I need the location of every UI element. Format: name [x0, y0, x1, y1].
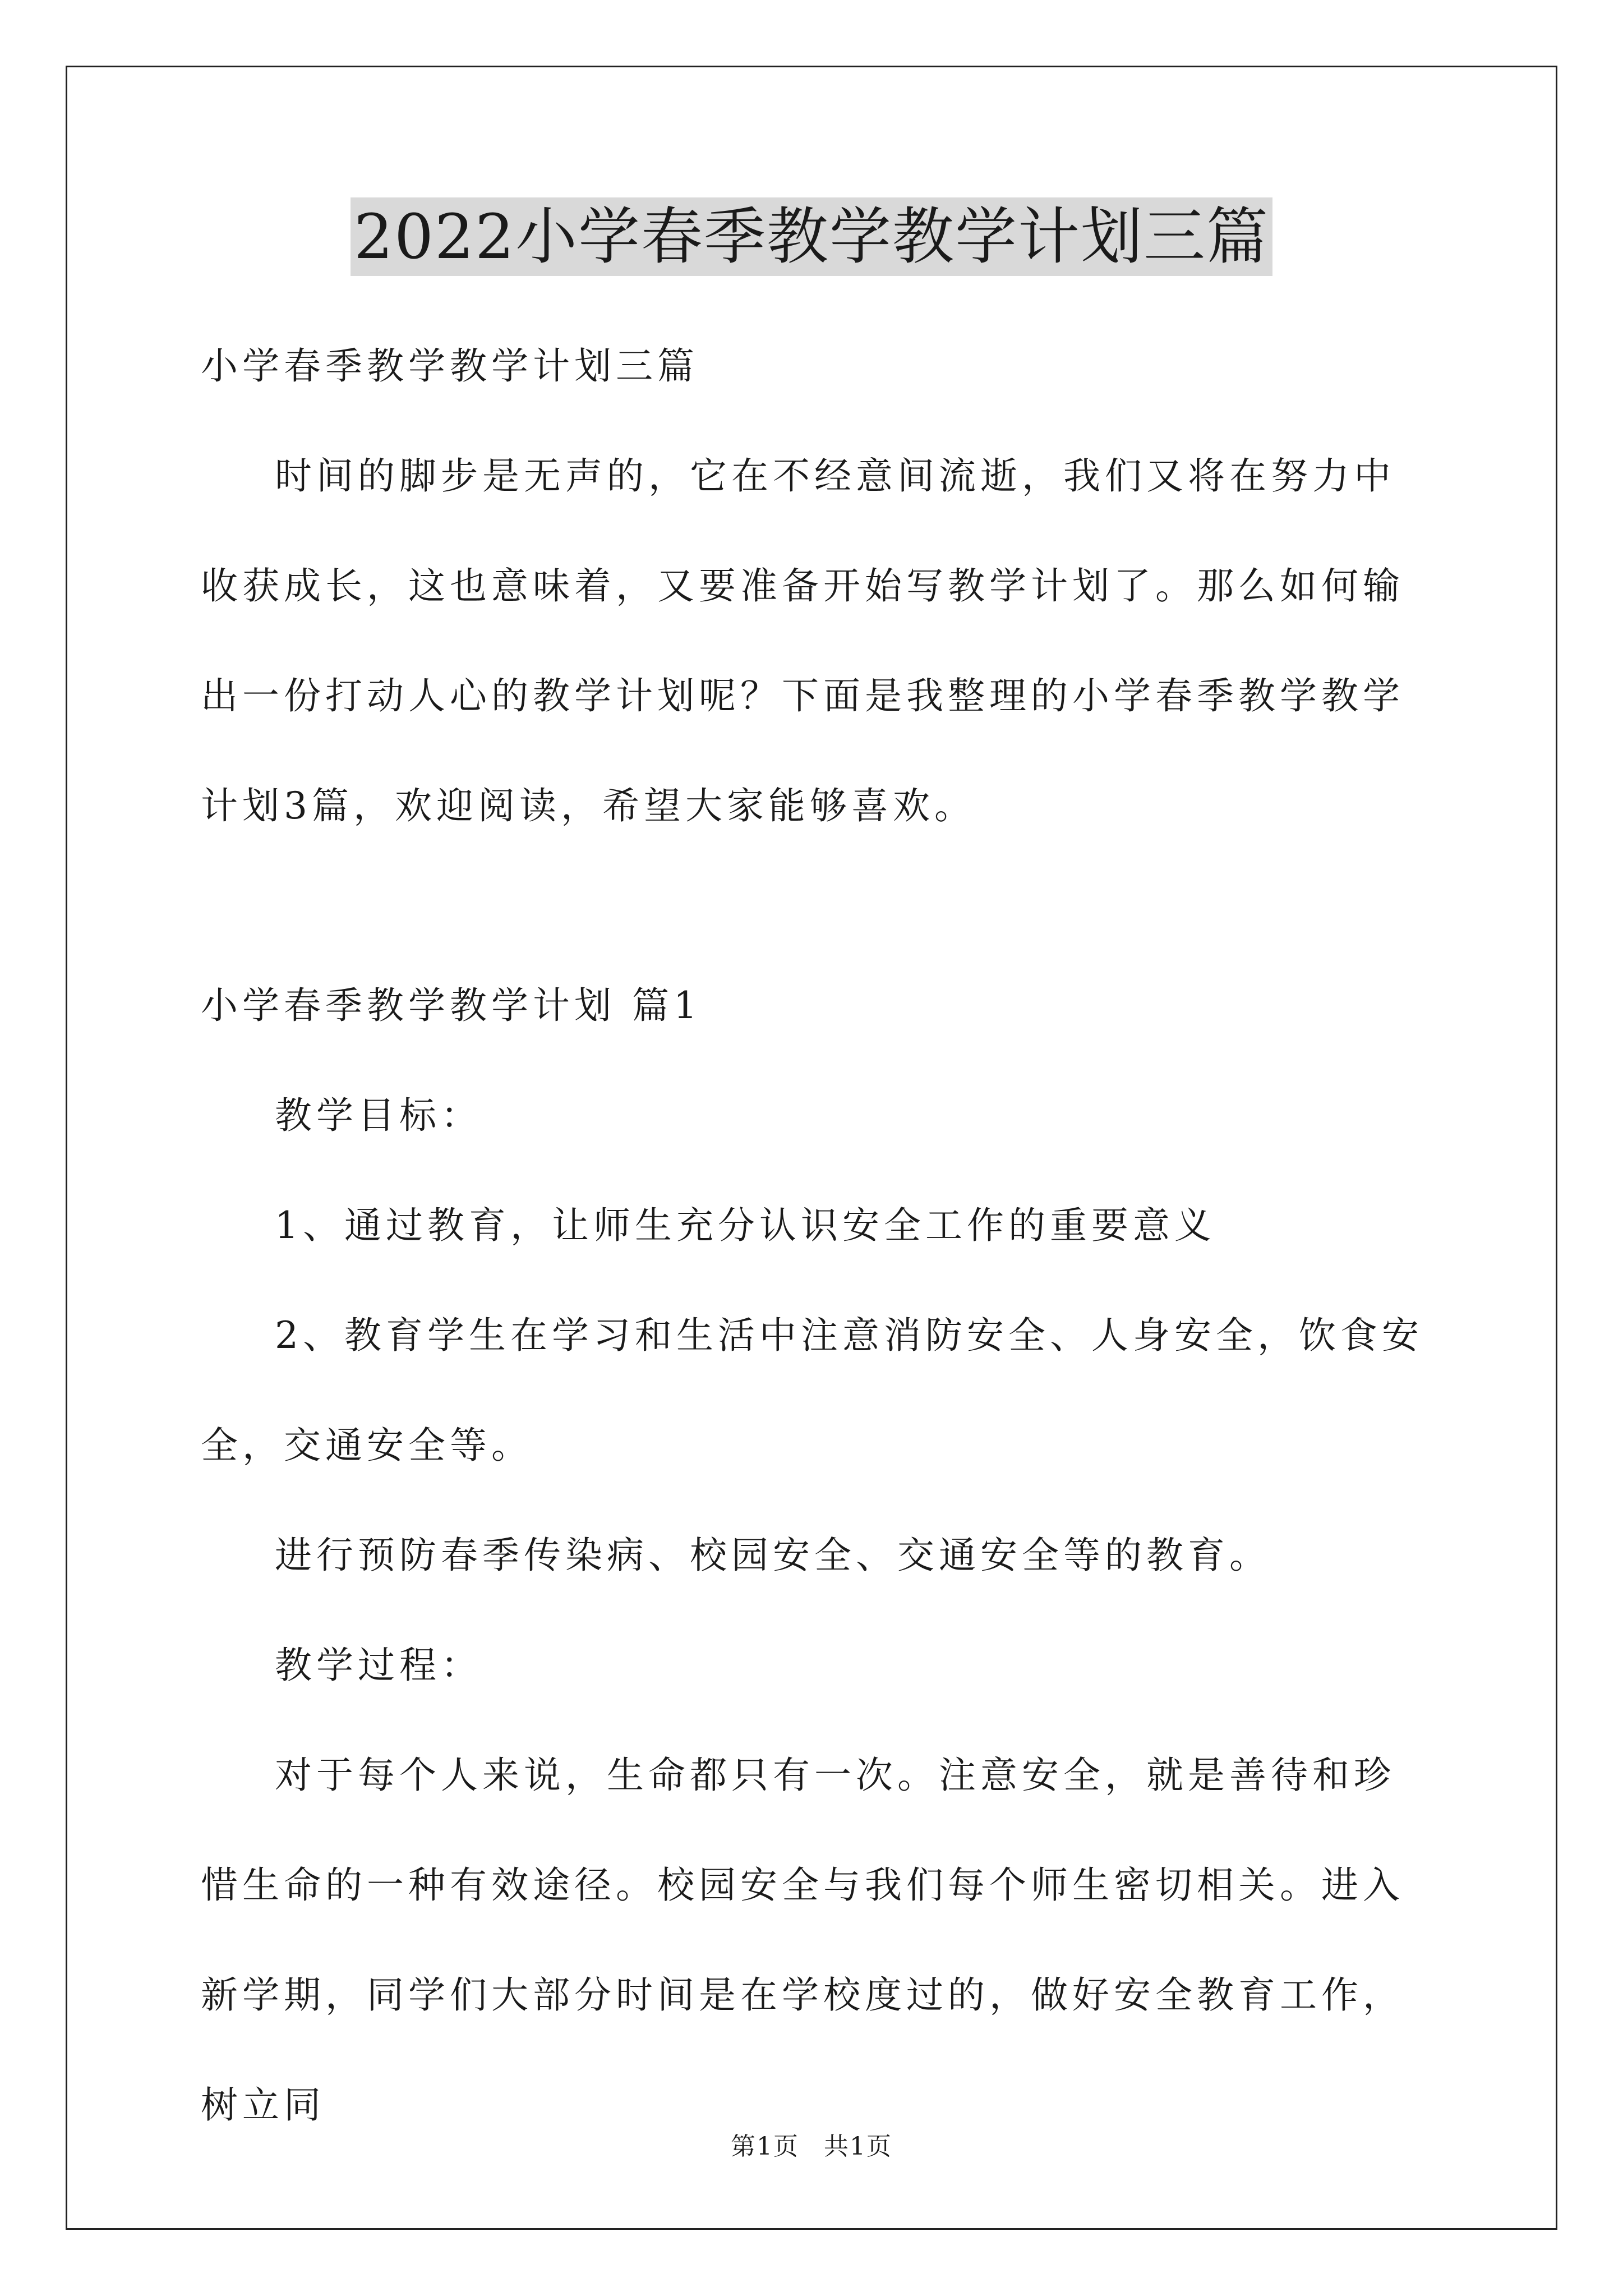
paragraph: 进行预防春季传染病、校园安全、交通安全等的教育。	[275, 1534, 1271, 1577]
intro-paragraph: 时间的脚步是无声的，它在不经意间流逝，我们又将在努力中收获成长，这也意味着，又要准备开始写教学计划了。那么如何输出一份打动人心的教学计划呢？下面是我整理的小学春季教学教学计划3篇，欢迎阅读，希望大家能够喜欢。	[201, 454, 1404, 827]
section-heading: 小学春季教学教学计划 篇1	[201, 984, 702, 1027]
document-body	[201, 311, 1429, 2160]
page-number: 第1页	[731, 2132, 799, 2161]
paragraph: 2、教育学生在学习和生活中注意消防安全、人身安全，饮食安全，交通安全等。	[201, 1314, 1423, 1467]
paragraph: 教学目标：	[275, 1094, 482, 1137]
page-footer	[0, 2126, 1623, 2162]
paragraph: 教学过程：	[275, 1644, 482, 1687]
document-title-wrap	[0, 197, 1623, 276]
document-subtitle: 小学春季教学教学计划三篇	[201, 344, 699, 388]
document-title: 2022小学春季教学教学计划三篇	[351, 197, 1272, 276]
paragraph: 对于每个人来说，生命都只有一次。注意安全，就是善待和珍惜生命的一种有效途径。校园安全与我们每个师生密切相关。进入新学期，同学们大部分时间是在学校度过的，做好安全教育工作，树立同	[201, 1754, 1404, 2127]
paragraph: 1、通过教育，让师生充分认识安全工作的重要意义	[275, 1204, 1216, 1247]
page-total: 共1页	[824, 2132, 892, 2161]
